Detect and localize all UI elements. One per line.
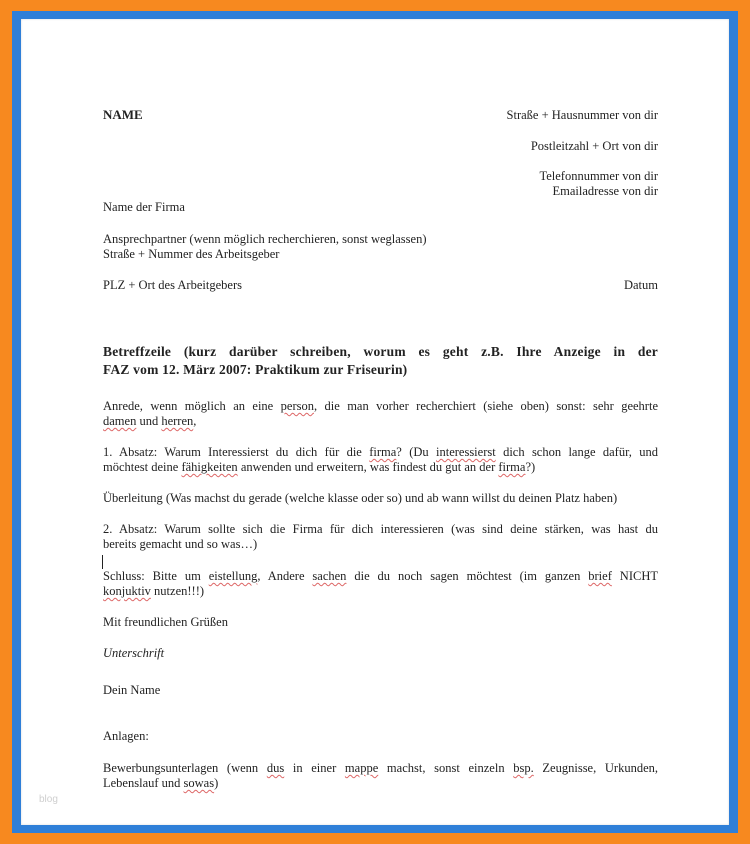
- text-cursor: [102, 555, 103, 569]
- paragraph-1-line-2: [103, 460, 535, 475]
- attachments-line-2: [103, 776, 218, 791]
- text-run: dich schon lange dafür, und: [495, 445, 658, 459]
- text-run: Zeugnisse, Urkunden,: [533, 761, 659, 775]
- spellcheck-word: sachen: [312, 569, 347, 583]
- closing-line-1: [103, 569, 658, 584]
- document-page: [21, 19, 729, 825]
- text-run: anwenden und erweitern, was findest du gut an der: [237, 460, 499, 474]
- text-run: und: [136, 414, 162, 428]
- closing-line-2: [103, 584, 204, 599]
- text-run: die du noch sagen möchtest (im ganzen: [346, 569, 589, 583]
- salutation-line-1: [103, 399, 658, 414]
- text-run: , die man vorher recherchiert (siehe oben) sonst: sehr geehrte: [313, 399, 658, 413]
- paragraph-2-line-1: 2. Absatz: Warum sollte sich die Firma für dich interessieren (was sind deine stärken, was hast du: [103, 522, 658, 536]
- text-run: nutzen!!!): [150, 584, 205, 598]
- sender-name: NAME: [103, 107, 143, 122]
- text-run: ): [214, 776, 219, 790]
- text-run: machst, sonst einzeln: [378, 761, 514, 775]
- recipient-street: Straße + Nummer des Arbeitsgeber: [103, 247, 280, 261]
- text-run: Bewerbungsunterlagen (wenn: [103, 761, 267, 775]
- spellcheck-word: fähigkeiten: [181, 460, 238, 474]
- text-run: ,: [193, 414, 197, 428]
- letter-date: Datum: [623, 278, 658, 292]
- spellcheck-word: firma: [498, 460, 526, 474]
- spellcheck-word: herren: [161, 414, 194, 428]
- attachments-line-1: [103, 761, 658, 776]
- text-run: in einer: [284, 761, 345, 775]
- text-run: Anrede, wenn möglich an eine: [103, 399, 281, 413]
- recipient-contact: Ansprechpartner (wenn möglich recherchieren, sonst weglassen): [103, 232, 427, 246]
- transition-paragraph: Überleitung (Was machst du gerade (welche klasse oder so) und ab wann willst du deinen Platz haben): [103, 491, 618, 505]
- greeting: Mit freundlichen Grüßen: [103, 615, 228, 629]
- spellcheck-word: dus: [266, 761, 285, 775]
- spellcheck-word: interessierst: [436, 445, 496, 459]
- text-run: ? (Du: [396, 445, 436, 459]
- watermark: blog: [39, 794, 58, 805]
- spellcheck-word: sowas: [183, 776, 215, 790]
- spellcheck-word: brief: [588, 569, 612, 583]
- spellcheck-word: bsp.: [513, 761, 534, 775]
- sender-name-closing: Dein Name: [103, 683, 161, 697]
- recipient-company: Name der Firma: [103, 200, 185, 214]
- text-run: möchtest deine: [103, 460, 182, 474]
- text-run: 1. Absatz: Warum Interessierst du dich für die: [103, 445, 370, 459]
- sender-postal-city: Postleitzahl + Ort von dir: [530, 139, 658, 153]
- spellcheck-word: eistellung: [208, 569, 258, 583]
- recipient-postal-city: PLZ + Ort des Arbeitgebers: [103, 278, 242, 292]
- text-run: NICHT: [611, 569, 658, 583]
- text-run: Schluss: Bitte um: [103, 569, 209, 583]
- text-run: , Andere: [257, 569, 313, 583]
- spellcheck-word: firma: [369, 445, 397, 459]
- signature-placeholder: Unterschrift: [103, 646, 165, 660]
- sender-street: Straße + Hausnummer von dir: [506, 108, 658, 122]
- paragraph-1-line-1: [103, 445, 658, 460]
- attachments-label: Anlagen:: [103, 729, 149, 743]
- paragraph-2-line-2: bereits gemacht und so was…): [103, 537, 258, 551]
- spellcheck-word: konjuktiv: [103, 584, 151, 598]
- subject-line-2: FAZ vom 12. März 2007: Praktikum zur Friseurin): [103, 362, 408, 377]
- text-run: Lebenslauf und: [103, 776, 184, 790]
- spellcheck-word: person: [280, 399, 314, 413]
- subject-line-1: Betreffzeile (kurz darüber schreiben, worum es geht z.B. Ihre Anzeige in der: [103, 344, 658, 359]
- spellcheck-word: damen: [103, 414, 137, 428]
- salutation-line-2: [103, 414, 196, 429]
- text-run: ?): [525, 460, 536, 474]
- sender-email: Emailadresse von dir: [552, 184, 658, 198]
- spellcheck-word: mappe: [344, 761, 379, 775]
- sender-phone: Telefonnummer von dir: [539, 169, 658, 183]
